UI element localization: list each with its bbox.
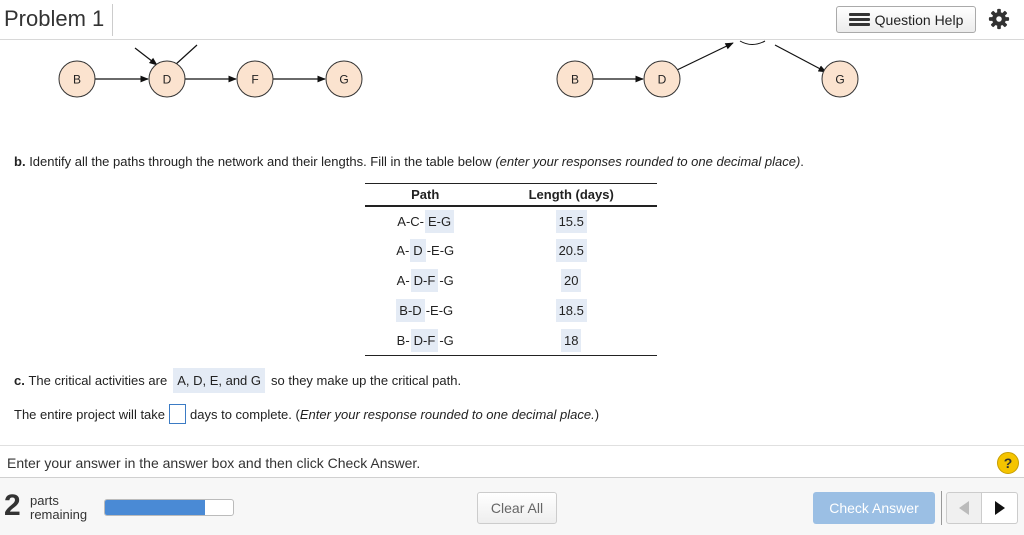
node-b-left [59,61,95,97]
path-suffix: -E-G [425,303,454,318]
part-b-prompt [14,154,804,169]
progress-bar [104,499,234,516]
chevron-right-icon [995,501,1005,515]
length-answer-field[interactable]: 18 [561,329,581,352]
length-answer-field[interactable]: 18.5 [556,299,587,322]
part-c-prompt [14,368,461,393]
path-cell [365,266,485,296]
node-d-left [149,61,185,97]
length-answer-field[interactable]: 15.5 [556,210,587,233]
table-row [365,236,657,266]
edge-incoming-d [135,48,157,65]
part-c-text-after: so they make up the critical path. [271,373,462,388]
help-icon[interactable]: ? [997,452,1019,474]
critical-activities-field[interactable]: A, D, E, and G [173,368,265,393]
edge-to-g-right [775,45,826,72]
part-b-text: Identify all the paths through the network and their lengths. Fill in the table below [29,154,492,169]
instruction-bar [0,445,1024,478]
project-duration-input[interactable] [169,404,186,424]
path-prefix: A- [396,273,410,288]
node-label: G [835,72,845,87]
parts-remaining-label [30,494,87,522]
footer [0,478,1024,535]
footer-divider [941,491,942,525]
column-header-length: Length (days) [485,184,657,206]
node-label: F [251,72,259,87]
question-help-button[interactable] [836,6,976,33]
path-suffix: -G [439,273,454,288]
next-part-button[interactable] [982,492,1018,524]
top-bar [0,0,1024,40]
path-answer-field[interactable]: D-F [411,329,439,352]
part-c-text-before: The critical activities are [28,373,168,388]
paths-table [365,183,657,356]
table-row [365,326,657,356]
part-b-end: . [800,154,804,169]
previous-part-button[interactable] [946,492,982,524]
list-icon [849,13,870,27]
gear-icon[interactable] [988,8,1010,30]
path-cell [365,326,485,356]
column-header-path: Path [365,184,485,206]
length-answer-field[interactable]: 20.5 [556,239,587,262]
title-divider [112,4,113,36]
question-help-label: Question Help [874,11,964,28]
parts-label-line-2: remaining [30,507,88,522]
progress-fill [105,500,205,515]
chevron-left-icon [959,501,969,515]
node-label: D [657,72,667,87]
part-d-hint: Enter your response rounded to one decimal place. [299,406,595,422]
parts-label-line-1: parts [30,493,59,508]
node-g-right [822,61,858,97]
edge-outgoing-d [175,45,197,65]
network-diagram [0,40,1024,130]
page-title: Problem 1 [4,6,105,31]
part-d-text-after: days to complete. ( [190,406,300,422]
clear-all-button[interactable]: Clear All [477,492,557,524]
node-label: B [570,72,580,87]
path-cell [365,236,485,266]
offscreen-node-edge [740,41,765,45]
length-cell [485,266,657,296]
length-cell [485,236,657,266]
path-prefix: A- [396,243,410,258]
path-suffix: -E-G [426,243,455,258]
node-label: D [162,72,172,87]
node-d-right [644,61,680,97]
path-suffix: -G [439,332,454,348]
edge-d-up-right [677,43,733,70]
path-cell [365,296,485,326]
parts-remaining-count: 2 [4,489,21,522]
part-d-prompt [14,404,599,424]
path-prefix: A-C- [397,213,425,229]
node-label: G [339,72,349,87]
part-d-end: ) [594,406,600,422]
path-cell [365,206,485,236]
check-answer-button[interactable]: Check Answer [813,492,935,524]
path-answer-field[interactable]: B-D [396,299,424,322]
path-answer-field[interactable]: E-G [425,210,454,233]
table-row [365,206,657,236]
path-answer-field[interactable]: D [410,239,425,262]
part-b-hint: (enter your responses rounded to one decimal place) [495,154,801,169]
node-f-left [237,61,273,97]
part-b-label: b. [14,154,26,169]
table-row [365,266,657,296]
length-cell [485,206,657,236]
instruction-text: Enter your answer in the answer box and then click Check Answer. [7,455,421,471]
node-g-left [326,61,362,97]
length-answer-field[interactable]: 20 [561,269,581,292]
path-prefix: B- [396,332,410,348]
table-row [365,296,657,326]
part-c-label: c. [14,373,25,388]
length-cell [485,326,657,356]
path-answer-field[interactable]: D-F [411,269,439,292]
node-b-right [557,61,593,97]
part-d-text-before: The entire project will take [14,406,166,422]
length-cell [485,296,657,326]
node-label: B [72,72,82,87]
